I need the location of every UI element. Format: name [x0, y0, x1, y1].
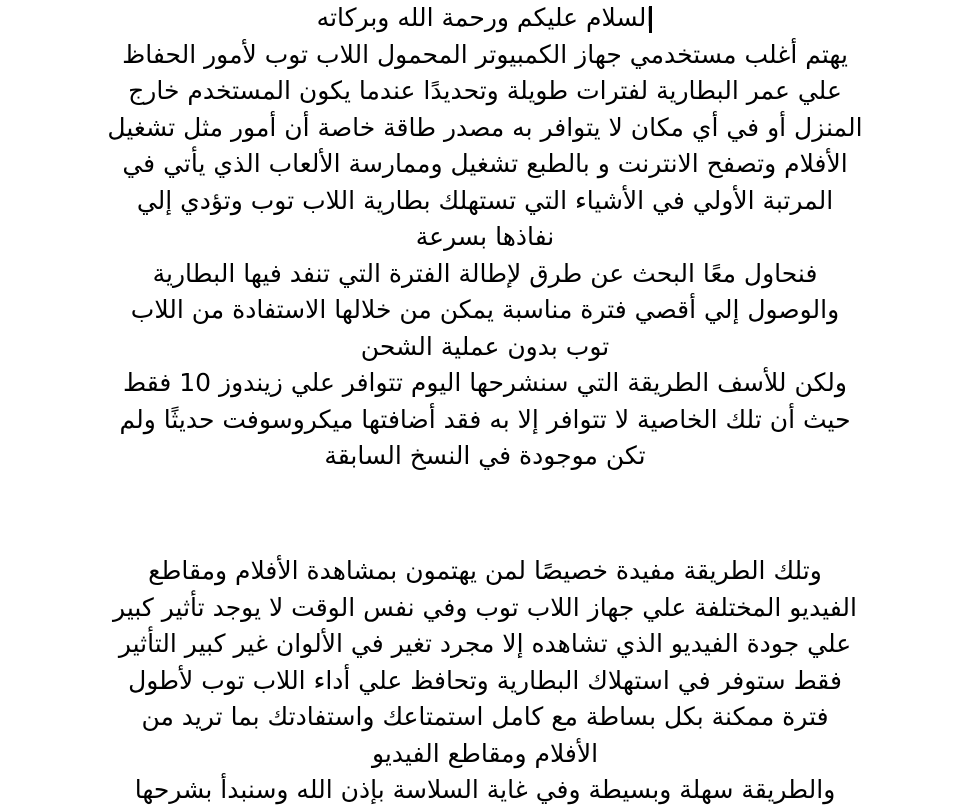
paragraph-line: فنحاول معًا البحث عن طرق لإطالة الفترة التي تنفد فيها البطارية	[152, 258, 818, 288]
paragraph-line: ولكن للأسف الطريقة التي سنشرحها اليوم تتوافر علي زيندوز 10 فقط	[123, 368, 847, 397]
paragraph-line: الأفلام وتصفح الانترنت و بالطبع تشغيل وممارسة الألعاب الذي يأتي في	[122, 149, 848, 178]
paragraph-line: علي جودة الفيديو الذي تشاهده إلا مجرد تغير في الألوان غير كبير التأثير	[118, 629, 852, 658]
paragraph-line: يهتم أغلب مستخدمي جهاز الكمبيوتر المحمول اللاب توب لأمور الحفاظ	[122, 39, 848, 69]
paragraph-line: والوصول إلي أقصي فترة مناسبة يمكن من خلالها الاستفادة من اللاب	[130, 295, 840, 324]
paragraph-line: الفيديو المختلفة علي جهاز اللاب توب وفي نفس الوقت لا يوجد تأثير كبير	[113, 592, 857, 622]
paragraph-line: المرتبة الأولي في الأشياء التي تستهلك بطارية اللاب توب وتؤدي إلي	[136, 185, 834, 215]
paragraph-line: والطريقة سهلة وبسيطة وفي غاية السلاسة بإذن الله وسنبدأ بشرحها	[134, 775, 836, 804]
paragraph-line: الأفلام ومقاطع الفيديو	[371, 738, 599, 768]
document-body-top[interactable]	[60, 0, 910, 475]
paragraph-line: حيث أن تلك الخاصية لا تتوافر إلا به فقد أضافتها ميكروسوفت حديثًا ولم	[119, 404, 851, 434]
paragraph-line: توب بدون عملية الشحن	[360, 331, 610, 361]
paragraph-line: فترة ممكنة بكل بساطة مع كامل استمتاعك واستفادتك بما تريد من	[141, 702, 829, 731]
paragraph-line: نفاذها بسرعة	[415, 222, 555, 251]
paragraph-line: تكن موجودة في النسخ السابقة	[324, 441, 646, 470]
paragraph-line: علي عمر البطارية لفترات طويلة وتحديدًا عندما يكون المستخدم خارج	[128, 76, 842, 105]
paragraph-line: وتلك الطريقة مفيدة خصيصًا لمن يهتمون بمشاهدة الأفلام ومقاطع	[148, 556, 822, 585]
paragraph-line: فقط ستوفر في استهلاك البطارية وتحافظ علي أداء اللاب توب لأطول	[128, 665, 842, 695]
document-body-bottom[interactable]	[60, 553, 910, 809]
greeting-line: السلام عليكم ورحمة الله وبركاته	[316, 3, 654, 32]
paragraph-line: المنزل أو في أي مكان لا يتوافر به مصدر طاقة خاصة أن أمور مثل تشغيل	[107, 112, 863, 142]
